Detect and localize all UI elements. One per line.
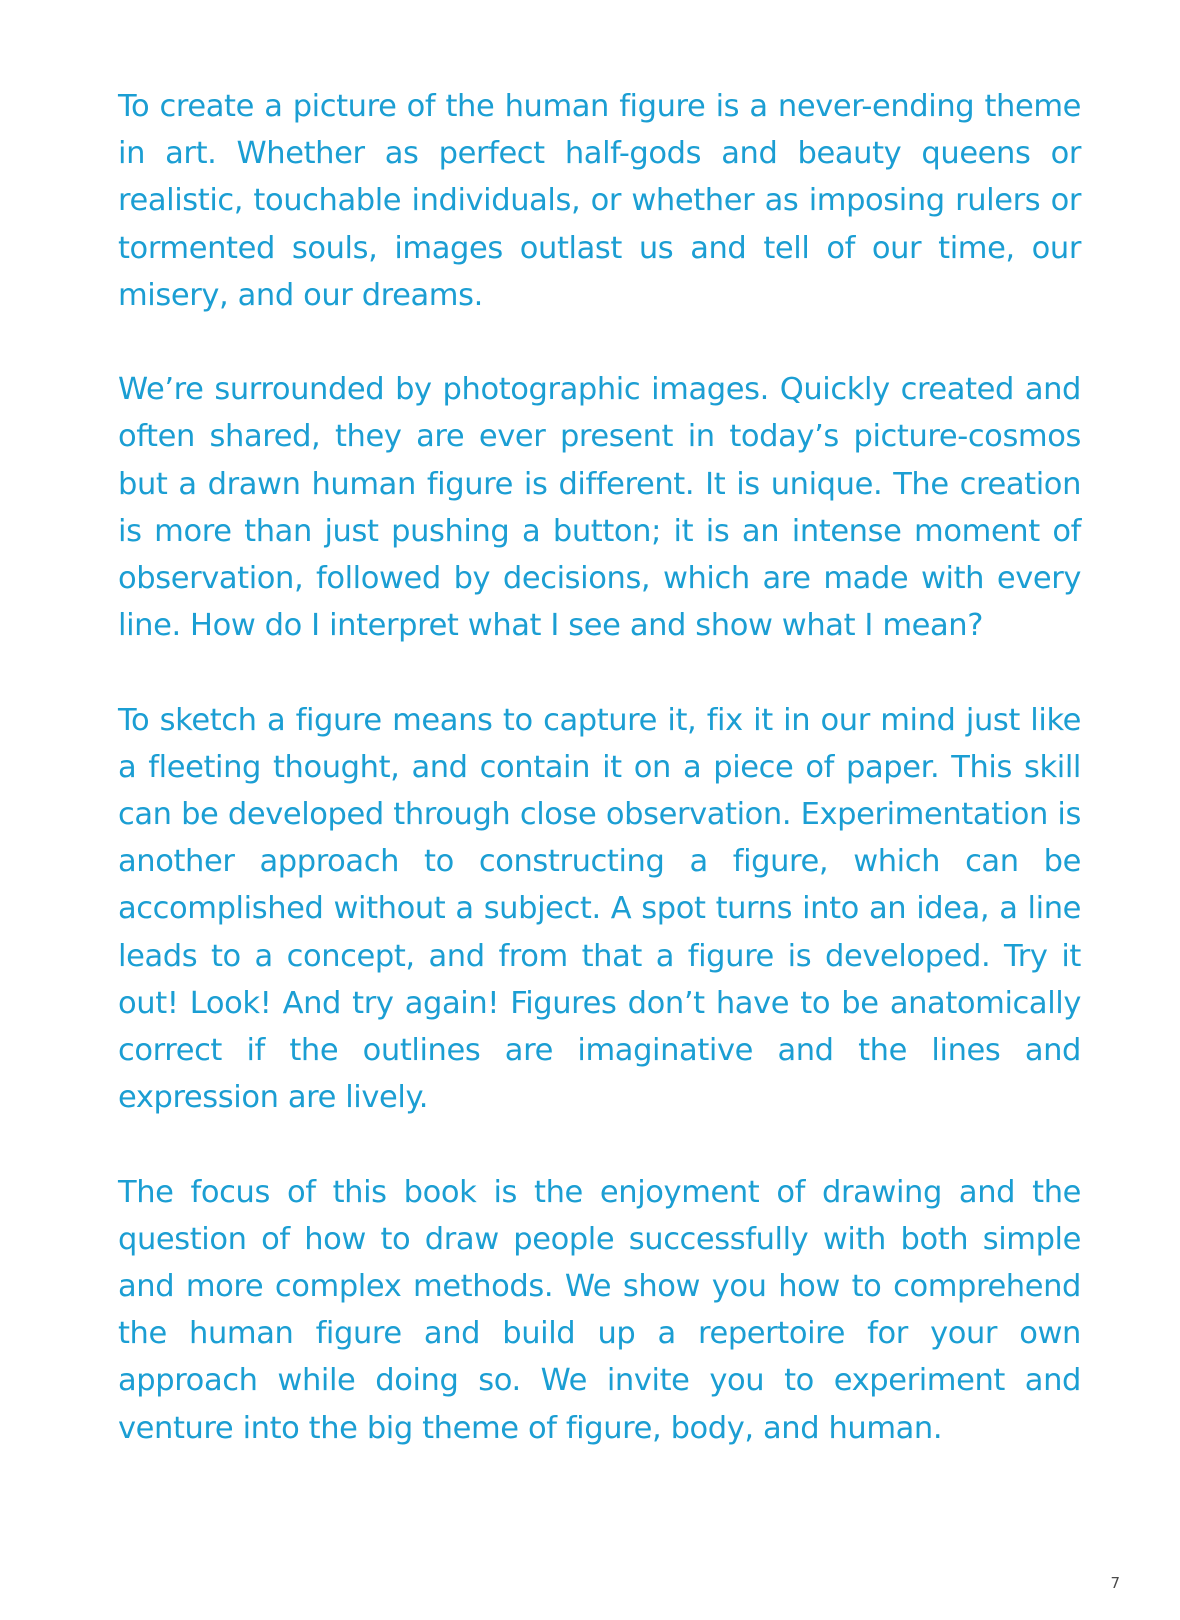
paragraph-4: The focus of this book is the enjoyment of drawing and the question of how to draw people successfully with both simple and more complex methods. We show you how to comprehend the human figure and build up a repertoire for your own approach while doing so. We invite you to experiment and venture into the big theme of figure, body, and human. bbox=[118, 1174, 1081, 1446]
paragraph-1: To create a picture of the human figure is a never-ending theme in art. Whether as perfect half-gods and beauty queens or realistic, touchable individuals, or whether as imposing rulers or tormented souls, images outlast us and tell of our time, our misery, and our dreams. bbox=[118, 89, 1081, 313]
paragraph-3: To sketch a figure means to capture it, fix it in our mind just like a fleeting thought, and contain it on a piece of paper. This skill can be developed through close observation. Experimentation is another approach to constructing a figure, which can be accomplished without a subject. A spot turns into an idea, a line leads to a concept, and from that a figure is developed. Try it out! Look! And try again! Figures don’t have to be anatomically correct if the outlines are imaginative and the lines and expression are lively. bbox=[118, 702, 1081, 1116]
paragraph-2: We’re surrounded by photographic images. Quickly created and often shared, they are ever present in today’s picture-cosmos but a drawn human figure is different. It is unique. The creation is more than just pushing a button; it is an intense moment of observation, followed by decisions, which are made with every line. How do I interpret what I see and show what I mean? bbox=[118, 372, 1081, 644]
page-number: 7 bbox=[1110, 1574, 1120, 1592]
body-text bbox=[118, 83, 1081, 1452]
